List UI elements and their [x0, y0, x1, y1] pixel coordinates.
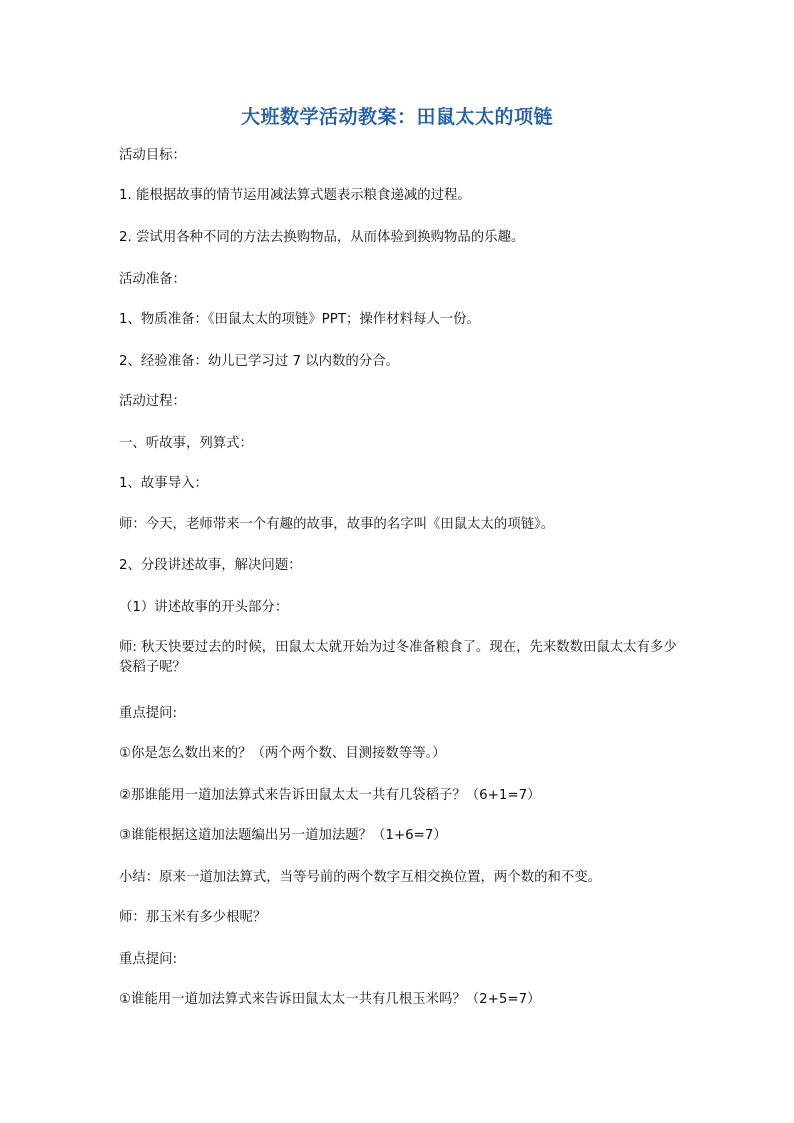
paragraph: 1、物质准备：《田鼠太太的项链》PPT；操作材料每人一份。	[119, 312, 480, 327]
paragraph: ①谁能用一道加法算式来告诉田鼠太太一共有几根玉米吗？（2+5=7）	[119, 992, 541, 1007]
paragraph: 2、分段讲述故事，解决问题：	[119, 558, 302, 573]
section-heading-preparation: 活动准备：	[119, 272, 186, 287]
section-heading-goals: 活动目标：	[119, 148, 186, 163]
paragraph: 师：那玉米有多少根呢？	[119, 910, 267, 925]
paragraph: 重点提问:	[119, 952, 178, 967]
paragraph: 1. 能根据故事的情节运用减法算式题表示粮食递减的过程。	[119, 188, 471, 203]
paragraph: ②那谁能用一道加法算式来告诉田鼠太太一共有几袋稻子？（6+1=7）	[119, 788, 541, 803]
paragraph: 2. 尝试用各种不同的方法去换购物品，从而体验到换购物品的乐趣。	[119, 230, 525, 245]
paragraph: （1）讲述故事的开头部分：	[119, 600, 289, 615]
paragraph: 2、经验准备：幼儿已学习过 7 以内数的分合。	[119, 354, 399, 369]
paragraph: ①你是怎么数出来的？（两个两个数、目测接数等等。）	[119, 746, 446, 761]
paragraph: 师: 秋天快要过去的时候，田鼠太太就开始为过冬准备粮食了。现在，先来数数田鼠太太有多少袋稻子呢？	[119, 640, 677, 675]
document-title: 大班数学活动教案：田鼠太太的项链	[240, 106, 553, 128]
paragraph: 一、听故事，列算式：	[119, 436, 253, 451]
paragraph: ③谁能根据这道加法题编出另一道加法题？（1+6=7）	[119, 828, 447, 843]
paragraph: 小结：原来一道加法算式，当等号前的两个数字互相交换位置，两个数的和不变。	[119, 870, 602, 885]
paragraph: 重点提问:	[119, 706, 178, 721]
paragraph: 1、故事导入：	[119, 476, 208, 491]
section-heading-process: 活动过程：	[119, 394, 186, 409]
paragraph: 师：今天，老师带来一个有趣的故事，故事的名字叫《田鼠太太的项链》。	[119, 517, 555, 532]
